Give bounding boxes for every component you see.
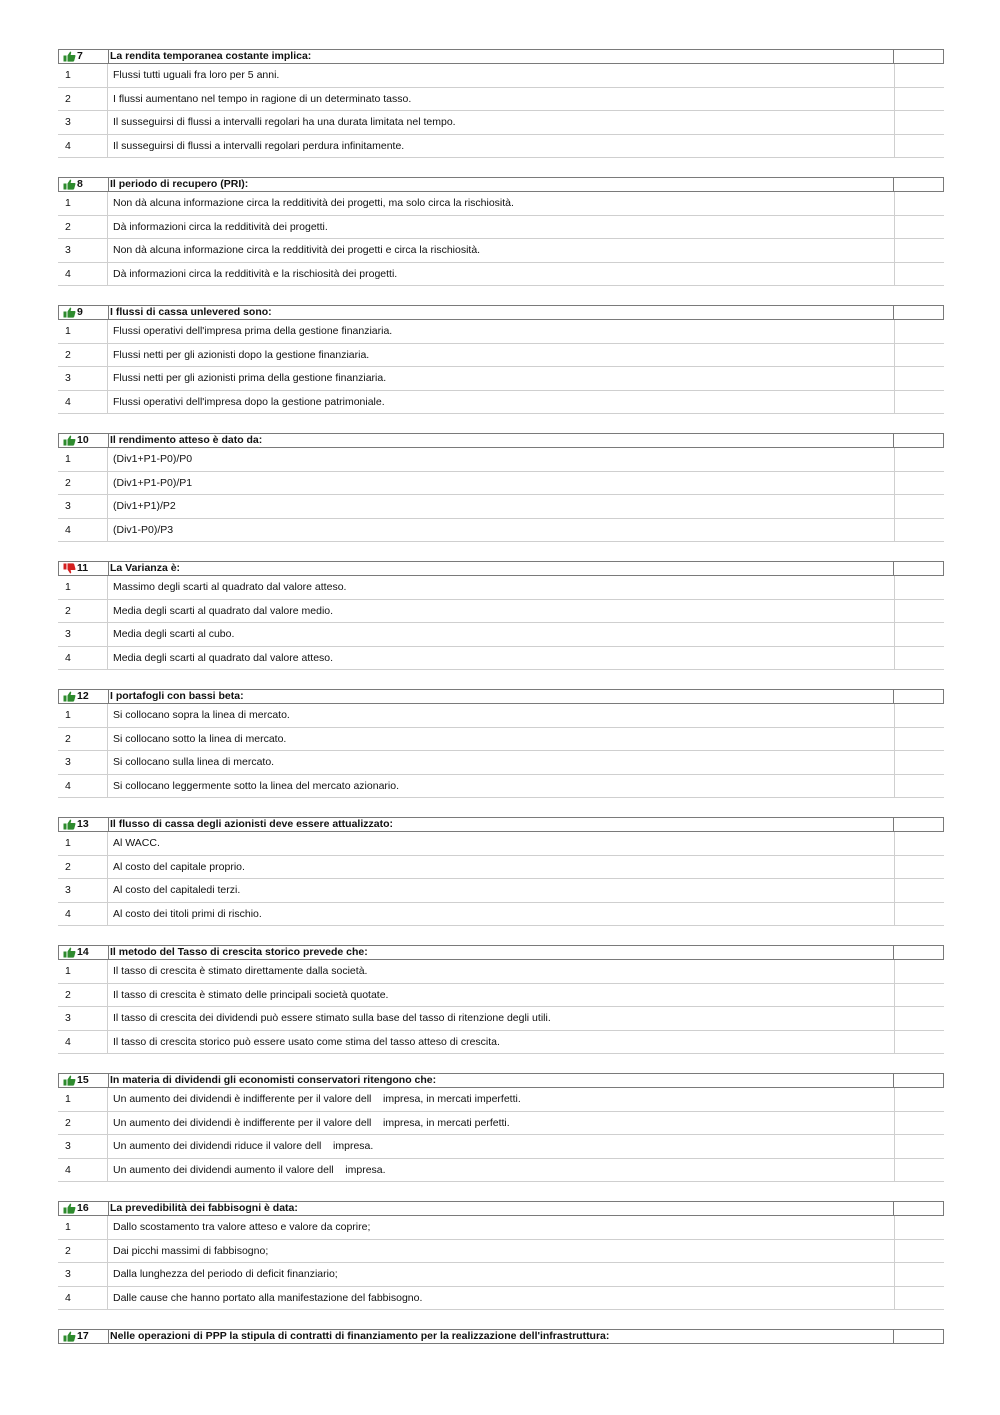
column-divider [894, 1031, 895, 1054]
column-divider [894, 960, 895, 983]
answer-text: Non dà alcuna informazione circa la redditività dei progetti, ma solo circa la rischiosità. [113, 197, 514, 209]
answer-row [58, 903, 944, 927]
score-cell [893, 1330, 943, 1343]
answer-number: 2 [65, 92, 71, 105]
column-divider [107, 88, 108, 111]
column-divider [107, 1031, 108, 1054]
answer-row [58, 751, 944, 775]
answer-number: 3 [65, 628, 71, 640]
answer-row [58, 472, 944, 496]
answer-text: I flussi aumentano nel tempo in ragione di un determinato tasso. [113, 92, 412, 105]
answer-row [58, 495, 944, 519]
thumbs-up-icon [63, 51, 76, 62]
column-divider [894, 135, 895, 158]
question-text: La rendita temporanea costante implica: [110, 50, 312, 62]
answer-number: 3 [65, 1140, 71, 1152]
answer-text: Al costo dei titoli primi di rischio. [113, 907, 262, 920]
answer-text: Media degli scarti al cubo. [113, 628, 235, 640]
answer-row [58, 1007, 944, 1031]
question-number-cell [59, 50, 109, 63]
question-number: 16 [77, 1202, 89, 1214]
thumbs-up-icon [63, 307, 76, 318]
column-divider [107, 192, 108, 215]
column-divider [107, 623, 108, 646]
answer-text: Dalla lunghezza del periodo di deficit finanziario; [113, 1268, 338, 1280]
question-number-cell [59, 1202, 109, 1215]
column-divider [894, 704, 895, 727]
answer-text: Flussi netti per gli azionisti prima della gestione finanziaria. [113, 372, 387, 384]
thumbs-up-icon [63, 1075, 76, 1086]
question-block [58, 177, 944, 286]
question-text: I flussi di cassa unlevered sono: [110, 306, 272, 318]
column-divider [107, 216, 108, 239]
answer-text: Flussi operativi dell'impresa dopo la gestione patrimoniale. [113, 395, 385, 408]
column-divider [894, 576, 895, 599]
column-divider [107, 960, 108, 983]
answer-number: 4 [65, 395, 71, 408]
answer-text: Media degli scarti al quadrato dal valore medio. [113, 604, 334, 617]
answer-text: Il tasso di crescita è stimato delle principali società quotate. [113, 988, 389, 1001]
column-divider [107, 1240, 108, 1263]
answer-row [58, 623, 944, 647]
answer-number: 2 [65, 1244, 71, 1257]
question-block [58, 1329, 944, 1344]
answer-text: Al WACC. [113, 837, 160, 849]
answer-text: Dà informazioni circa la redditività e la rischiosità dei progetti. [113, 267, 398, 280]
answer-row [58, 344, 944, 368]
column-divider [894, 320, 895, 343]
score-cell [893, 818, 943, 831]
question-number: 8 [77, 178, 83, 190]
question-text: Il periodo di recupero (PRI): [110, 178, 249, 190]
question-block [58, 1073, 944, 1182]
column-divider [107, 344, 108, 367]
column-divider [894, 472, 895, 495]
quiz-sheet [58, 49, 944, 1363]
answer-text: Il susseguirsi di flussi a intervalli regolari perdura infinitamente. [113, 139, 405, 152]
answer-text: Non dà alcuna informazione circa la redditività dei progetti e circa la rischiosità. [113, 244, 481, 256]
score-cell [893, 178, 943, 191]
answer-text: Media degli scarti al quadrato dal valore atteso. [113, 651, 334, 664]
column-divider [107, 856, 108, 879]
answer-text: Un aumento dei dividendi aumento il valore dell impresa. [113, 1163, 386, 1176]
column-divider [107, 1088, 108, 1111]
question-header [58, 1201, 944, 1216]
score-cell [893, 690, 943, 703]
answer-row [58, 1240, 944, 1264]
column-divider [894, 1263, 895, 1286]
column-divider [107, 600, 108, 623]
column-divider [894, 1240, 895, 1263]
column-divider [107, 391, 108, 414]
question-header [58, 305, 944, 320]
answer-number: 3 [65, 884, 71, 896]
answer-row [58, 320, 944, 344]
answer-text: Il tasso di crescita è stimato direttamente dalla società. [113, 965, 368, 977]
column-divider [107, 903, 108, 926]
answer-text: Il tasso di crescita dei dividendi può essere stimato sulla base del tasso di ritenzione degli utili. [113, 1012, 551, 1024]
answer-text: Flussi netti per gli azionisti dopo la gestione finanziaria. [113, 348, 370, 361]
column-divider [107, 775, 108, 798]
column-divider [107, 367, 108, 390]
column-divider [107, 1216, 108, 1239]
column-divider [107, 111, 108, 134]
question-number-cell [59, 306, 109, 319]
question-number: 12 [77, 690, 89, 702]
answer-text: Si collocano sulla linea di mercato. [113, 756, 275, 768]
question-block [58, 433, 944, 542]
answer-number: 2 [65, 1116, 71, 1129]
answer-text: Dà informazioni circa la redditività dei progetti. [113, 220, 328, 233]
column-divider [894, 1159, 895, 1182]
answer-number: 1 [65, 1093, 71, 1105]
answer-number: 1 [65, 709, 71, 721]
answer-text: Al costo del capitale proprio. [113, 860, 245, 873]
column-divider [894, 751, 895, 774]
column-divider [107, 647, 108, 670]
answer-number: 1 [65, 965, 71, 977]
score-cell [893, 434, 943, 447]
answer-number: 3 [65, 1268, 71, 1280]
column-divider [107, 984, 108, 1007]
thumbs-up-icon [63, 691, 76, 702]
answer-row [58, 1159, 944, 1183]
question-number: 10 [77, 434, 89, 446]
answer-row [58, 216, 944, 240]
column-divider [107, 64, 108, 87]
question-number: 14 [77, 946, 89, 958]
score-cell [893, 306, 943, 319]
column-divider [894, 856, 895, 879]
question-header [58, 177, 944, 192]
answer-row [58, 519, 944, 543]
answer-text: (Div1+P1-P0)/P1 [113, 476, 193, 489]
column-divider [107, 576, 108, 599]
question-number-cell [59, 1330, 109, 1343]
question-header [58, 1073, 944, 1088]
answer-number: 4 [65, 523, 71, 536]
answer-row [58, 600, 944, 624]
answer-number: 4 [65, 1035, 71, 1048]
answer-number: 4 [65, 907, 71, 920]
column-divider [107, 1112, 108, 1135]
answer-row [58, 775, 944, 799]
answer-text: Un aumento dei dividendi è indifferente per il valore dell impresa, in mercati imperfetti. [113, 1093, 521, 1105]
answer-number: 1 [65, 453, 71, 465]
answer-row [58, 135, 944, 159]
question-number: 15 [77, 1074, 89, 1086]
answer-text: Dai picchi massimi di fabbisogno; [113, 1244, 269, 1257]
answer-row [58, 1112, 944, 1136]
answer-row [58, 367, 944, 391]
column-divider [107, 519, 108, 542]
answer-row [58, 111, 944, 135]
column-divider [894, 192, 895, 215]
answer-row [58, 192, 944, 216]
answer-text: (Div1+P1-P0)/P0 [113, 453, 193, 465]
answer-row [58, 1263, 944, 1287]
question-block [58, 689, 944, 798]
answer-number: 3 [65, 116, 71, 128]
column-divider [107, 448, 108, 471]
answer-row [58, 960, 944, 984]
answer-row [58, 1287, 944, 1311]
question-number-cell [59, 434, 109, 447]
answer-number: 1 [65, 1221, 71, 1233]
answer-row [58, 576, 944, 600]
answer-number: 1 [65, 197, 71, 209]
question-number-cell [59, 562, 109, 575]
thumbs-up-icon [63, 819, 76, 830]
question-number: 11 [77, 562, 89, 574]
column-divider [894, 984, 895, 1007]
answer-row [58, 1216, 944, 1240]
answer-number: 1 [65, 581, 71, 593]
thumbs-up-icon [63, 179, 76, 190]
column-divider [894, 1287, 895, 1310]
answer-text: Il susseguirsi di flussi a intervalli regolari ha una durata limitata nel tempo. [113, 116, 456, 128]
answer-number: 2 [65, 476, 71, 489]
column-divider [107, 879, 108, 902]
column-divider [894, 519, 895, 542]
thumbs-down-icon [63, 563, 76, 574]
column-divider [894, 495, 895, 518]
column-divider [107, 1159, 108, 1182]
column-divider [107, 1287, 108, 1310]
column-divider [894, 903, 895, 926]
answer-text: (Div1+P1)/P2 [113, 500, 176, 512]
column-divider [107, 832, 108, 855]
question-text: Il metodo del Tasso di crescita storico prevede che: [110, 946, 368, 958]
column-divider [894, 1135, 895, 1158]
question-text: Il flusso di cassa degli azionisti deve essere attualizzato: [110, 818, 394, 830]
answer-row [58, 647, 944, 671]
question-block [58, 561, 944, 670]
score-cell [893, 50, 943, 63]
answer-text: Dallo scostamento tra valore atteso e valore da coprire; [113, 1221, 371, 1233]
answer-number: 2 [65, 988, 71, 1001]
answer-number: 2 [65, 604, 71, 617]
column-divider [107, 751, 108, 774]
column-divider [894, 263, 895, 286]
question-text: La Varianza è: [110, 562, 181, 574]
column-divider [107, 320, 108, 343]
column-divider [894, 88, 895, 111]
answer-row [58, 64, 944, 88]
answer-number: 3 [65, 756, 71, 768]
score-cell [893, 946, 943, 959]
thumbs-up-icon [63, 947, 76, 958]
answer-number: 1 [65, 837, 71, 849]
question-number-cell [59, 1074, 109, 1087]
answer-number: 4 [65, 651, 71, 664]
answer-number: 4 [65, 267, 71, 280]
question-header [58, 561, 944, 576]
column-divider [894, 367, 895, 390]
answer-text: Massimo degli scarti al quadrato dal valore atteso. [113, 581, 347, 593]
answer-number: 4 [65, 1163, 71, 1176]
column-divider [894, 1088, 895, 1111]
answer-row [58, 832, 944, 856]
question-text: I portafogli con bassi beta: [110, 690, 244, 702]
answer-number: 3 [65, 1012, 71, 1024]
column-divider [107, 704, 108, 727]
question-number-cell [59, 818, 109, 831]
answer-number: 2 [65, 220, 71, 233]
column-divider [894, 111, 895, 134]
answer-row [58, 984, 944, 1008]
question-number-cell [59, 946, 109, 959]
question-block [58, 945, 944, 1054]
question-text: In materia di dividendi gli economisti conservatori ritengono che: [110, 1074, 437, 1086]
column-divider [894, 448, 895, 471]
answer-row [58, 1135, 944, 1159]
answer-row [58, 239, 944, 263]
answer-text: Flussi tutti uguali fra loro per 5 anni. [113, 69, 280, 81]
column-divider [107, 135, 108, 158]
answer-row [58, 1031, 944, 1055]
column-divider [894, 728, 895, 751]
answer-text: Si collocano leggermente sotto la linea del mercato azionario. [113, 779, 399, 792]
question-number: 9 [77, 306, 83, 318]
column-divider [894, 1216, 895, 1239]
answer-text: Il tasso di crescita storico può essere usato come stima del tasso atteso di crescita. [113, 1035, 500, 1048]
question-number: 7 [77, 50, 83, 62]
question-header [58, 49, 944, 64]
column-divider [894, 391, 895, 414]
column-divider [107, 263, 108, 286]
column-divider [107, 1135, 108, 1158]
answer-number: 4 [65, 139, 71, 152]
question-number-cell [59, 690, 109, 703]
thumbs-up-icon [63, 435, 76, 446]
answer-number: 4 [65, 1291, 71, 1304]
question-block [58, 1201, 944, 1310]
column-divider [894, 600, 895, 623]
answer-number: 2 [65, 348, 71, 361]
answer-text: Si collocano sopra la linea di mercato. [113, 709, 290, 721]
question-number: 13 [77, 818, 89, 830]
column-divider [894, 879, 895, 902]
column-divider [894, 216, 895, 239]
answer-row [58, 879, 944, 903]
question-number: 17 [77, 1330, 89, 1342]
answer-text: Un aumento dei dividendi riduce il valore dell impresa. [113, 1140, 374, 1152]
question-header [58, 689, 944, 704]
answer-row [58, 263, 944, 287]
answer-number: 3 [65, 500, 71, 512]
answer-row [58, 728, 944, 752]
answer-number: 3 [65, 244, 71, 256]
column-divider [107, 239, 108, 262]
column-divider [894, 1112, 895, 1135]
thumbs-up-icon [63, 1203, 76, 1214]
thumbs-up-icon [63, 1331, 76, 1342]
question-number-cell [59, 178, 109, 191]
column-divider [107, 472, 108, 495]
question-block [58, 49, 944, 158]
column-divider [894, 239, 895, 262]
score-cell [893, 1074, 943, 1087]
column-divider [894, 64, 895, 87]
column-divider [894, 775, 895, 798]
question-text: Nelle operazioni di PPP la stipula di contratti di finanziamento per la realizzazione dell'infrastruttura: [110, 1330, 610, 1342]
question-block [58, 817, 944, 926]
answer-number: 1 [65, 325, 71, 337]
answer-row [58, 88, 944, 112]
answer-text: Un aumento dei dividendi è indifferente per il valore dell impresa, in mercati perfetti. [113, 1116, 510, 1129]
answer-number: 4 [65, 779, 71, 792]
column-divider [894, 647, 895, 670]
answer-number: 2 [65, 732, 71, 745]
answer-row [58, 856, 944, 880]
score-cell [893, 562, 943, 575]
answer-number: 1 [65, 69, 71, 81]
question-header [58, 1329, 944, 1344]
question-text: La prevedibilità dei fabbisogni è data: [110, 1202, 298, 1214]
answer-row [58, 1088, 944, 1112]
column-divider [894, 832, 895, 855]
question-header [58, 817, 944, 832]
answer-text: Si collocano sotto la linea di mercato. [113, 732, 287, 745]
column-divider [107, 495, 108, 518]
column-divider [107, 728, 108, 751]
column-divider [107, 1007, 108, 1030]
answer-number: 3 [65, 372, 71, 384]
column-divider [894, 623, 895, 646]
column-divider [894, 344, 895, 367]
answer-row [58, 448, 944, 472]
answer-row [58, 704, 944, 728]
answer-number: 2 [65, 860, 71, 873]
question-header [58, 945, 944, 960]
answer-row [58, 391, 944, 415]
question-header [58, 433, 944, 448]
answer-text: Flussi operativi dell'impresa prima della gestione finanziaria. [113, 325, 393, 337]
score-cell [893, 1202, 943, 1215]
answer-text: (Div1-P0)/P3 [113, 523, 174, 536]
question-text: Il rendimento atteso è dato da: [110, 434, 263, 446]
column-divider [107, 1263, 108, 1286]
question-block [58, 305, 944, 414]
answer-text: Al costo del capitaledi terzi. [113, 884, 241, 896]
answer-text: Dalle cause che hanno portato alla manifestazione del fabbisogno. [113, 1291, 423, 1304]
column-divider [894, 1007, 895, 1030]
